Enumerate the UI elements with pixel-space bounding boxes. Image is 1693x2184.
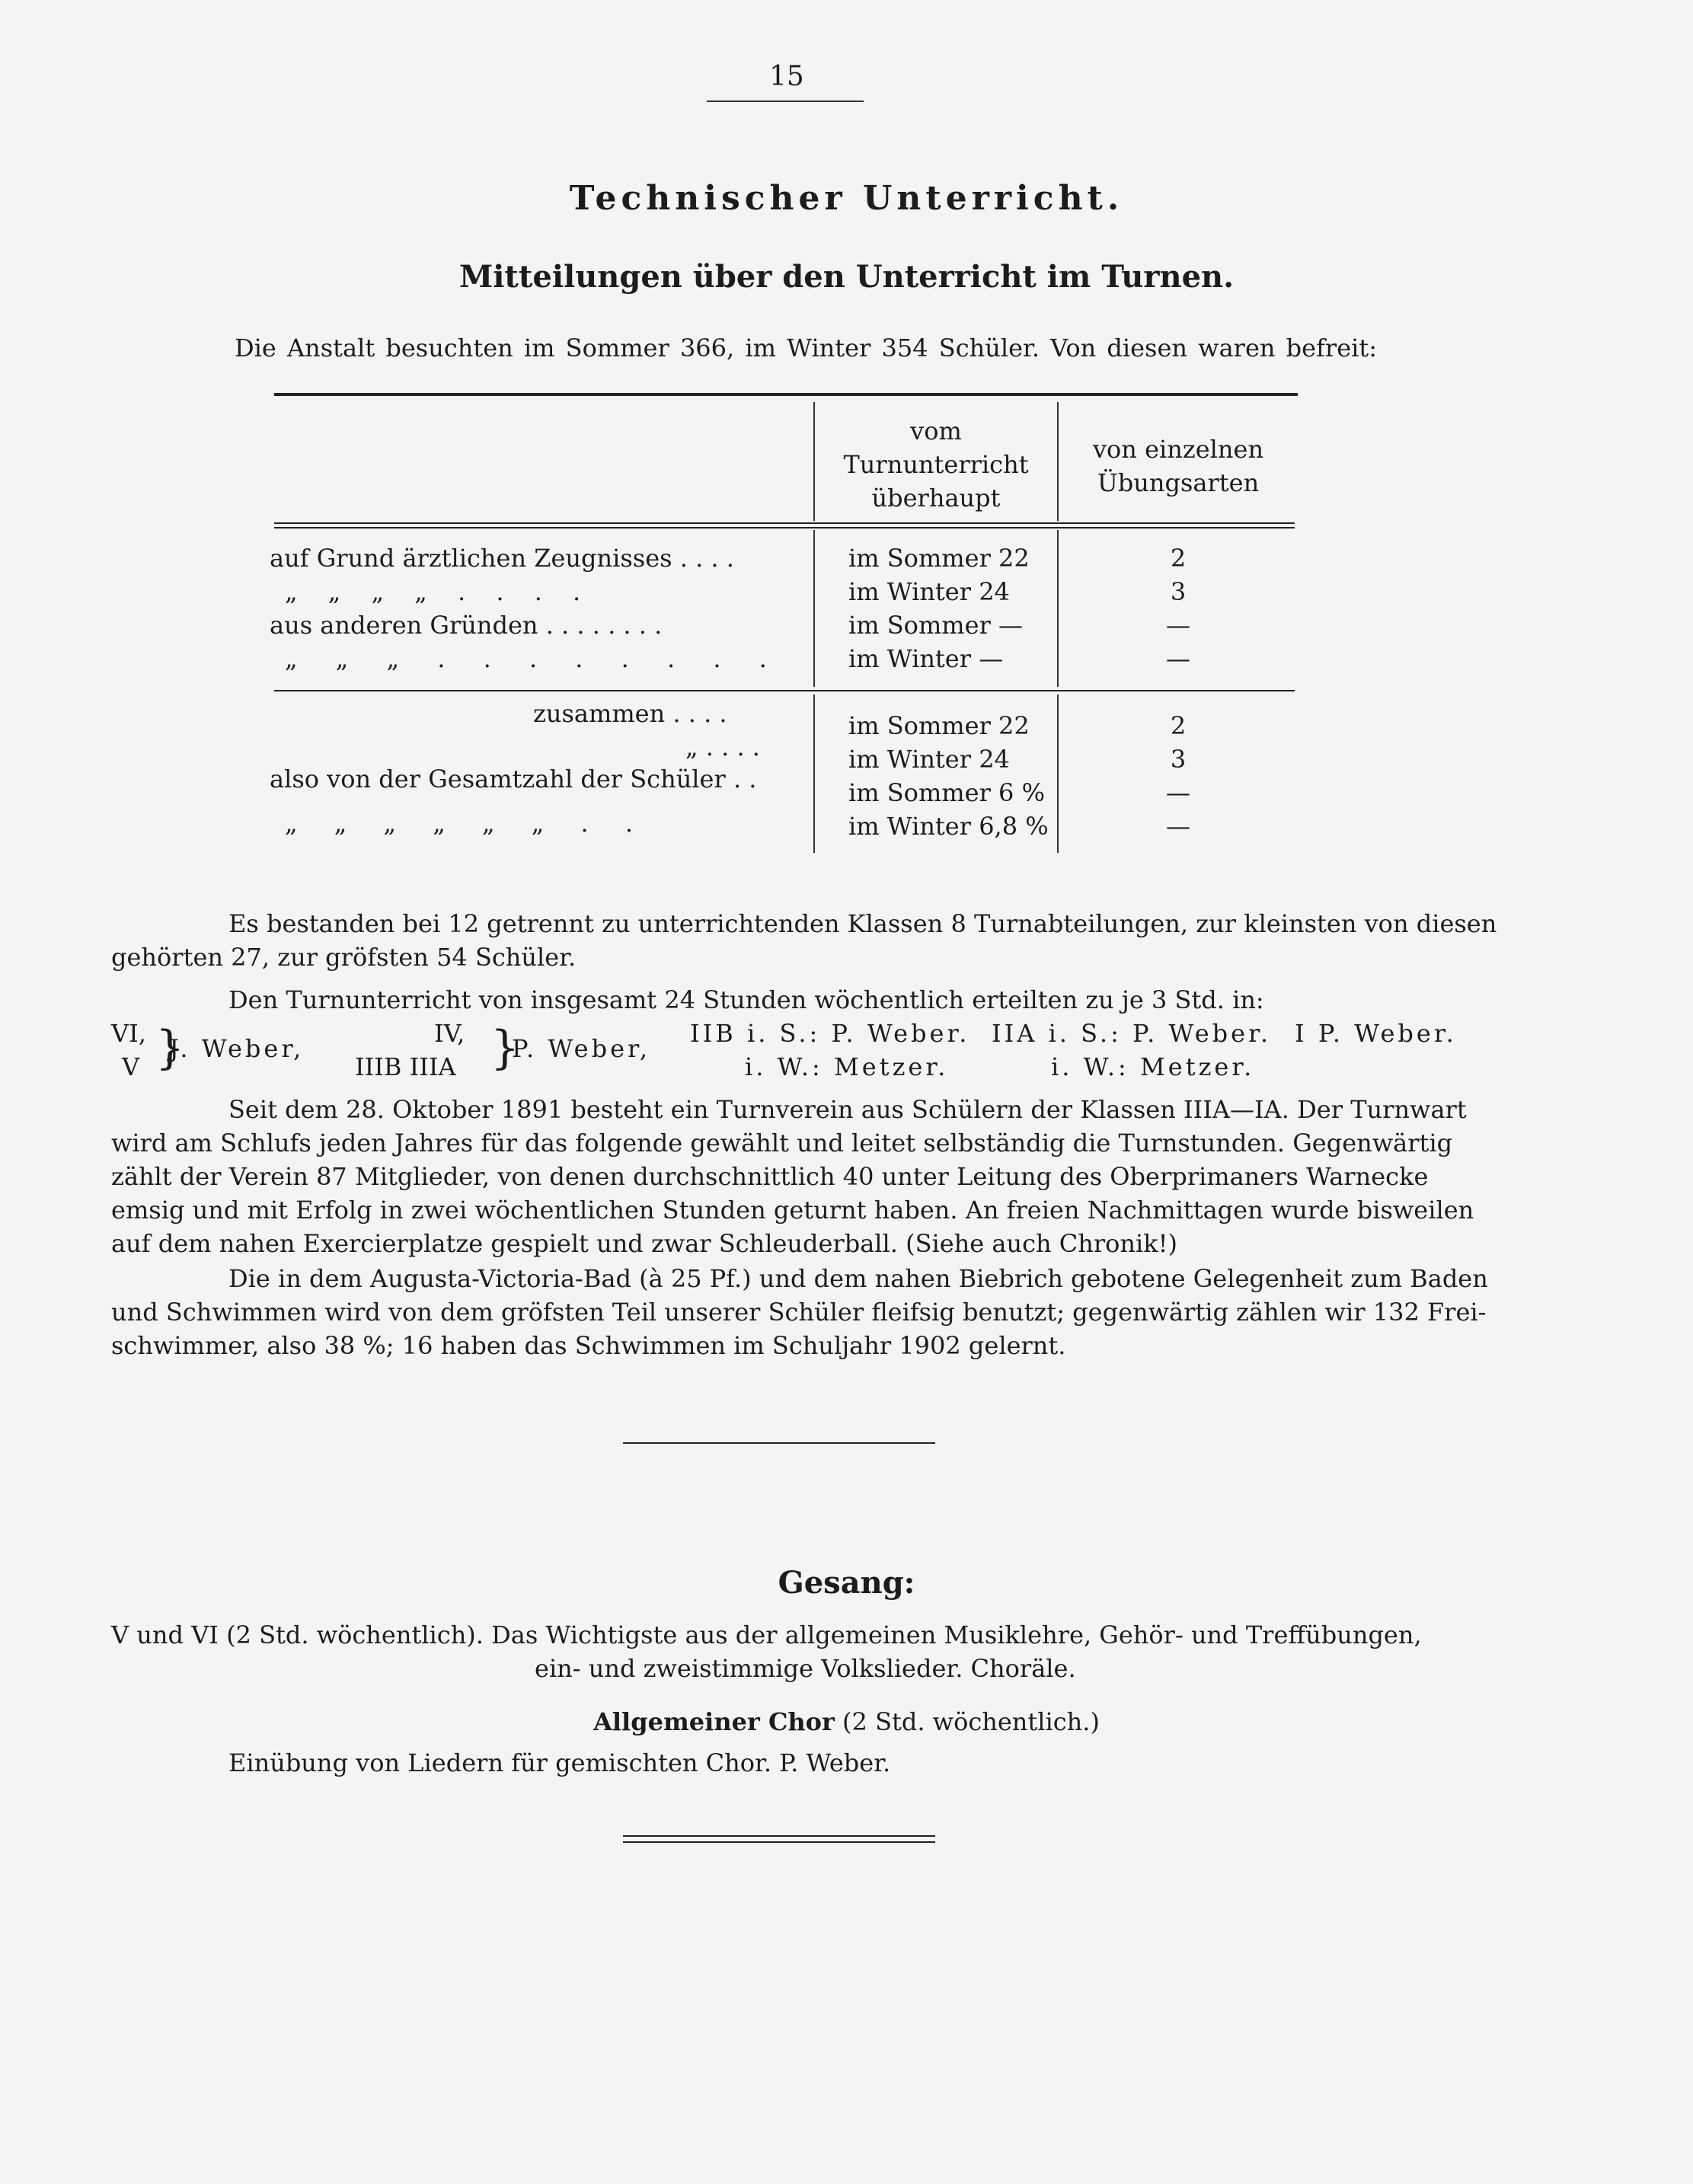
class-label: IIA i. S.: P. Weber. <box>992 1019 1272 1048</box>
paragraph-line: emsig und mit Erfolg in zwei wöchentlichen Stunden geturnt haben. An freien Nachmittagen wurde bisweilen <box>111 1196 1474 1225</box>
row-col2: — <box>1166 611 1190 640</box>
class-label: i. W.: Metzer. <box>1051 1052 1255 1081</box>
header-col2-line: Übungsarten <box>1097 468 1260 497</box>
row-col1: im Sommer 22 <box>848 711 1030 740</box>
table-col-divider <box>813 694 815 853</box>
row-col1: im Winter 24 <box>848 745 1010 774</box>
row-label: zusammen . . . . <box>533 699 727 728</box>
table-col-divider <box>813 530 815 687</box>
class-label: V <box>122 1052 140 1081</box>
row-col2: — <box>1166 812 1190 841</box>
class-label: VI, <box>111 1019 146 1048</box>
row-col1: im Winter 6,8 % <box>848 812 1049 841</box>
row-label: „ „ „ „ . . . . <box>285 577 581 606</box>
chor-heading <box>0 1707 1693 1736</box>
paragraph-line: ein- und zweistimmige Volkslieder. Choräle. <box>535 1654 1076 1683</box>
paragraph-line: Es bestanden bei 12 getrennt zu unterrichtenden Klassen 8 Turnabteilungen, zur kleinsten von diesen <box>228 909 1497 938</box>
paragraph-line: zählt der Verein 87 Mitglieder, von denen durchschnittlich 40 unter Leitung des Oberprimaners Warnecke <box>111 1162 1429 1191</box>
table-top-rule <box>274 393 1298 396</box>
row-col1: im Winter — <box>848 644 1004 673</box>
class-label: IIIB IIIA <box>355 1052 456 1081</box>
paragraph-line: Die in dem Augusta-Victoria-Bad (à 25 Pf.) und dem nahen Biebrich gebotene Gelegenheit zum Baden <box>228 1264 1488 1293</box>
paragraph-line: schwimmer, also 38 %; 16 haben das Schwimmen im Schuljahr 1902 gelernt. <box>111 1331 1066 1360</box>
class-label: IV, <box>434 1019 465 1048</box>
class-label: I P. Weber. <box>1295 1019 1457 1048</box>
gesang-title: Gesang: <box>778 1565 915 1601</box>
page-title: Technischer Unterricht. <box>569 179 1124 218</box>
section-subtitle: Mitteilungen über den Unterricht im Turnen. <box>458 259 1235 295</box>
end-rule <box>623 1835 935 1837</box>
header-col1-line: vom <box>910 417 962 445</box>
row-label: also von der Gesamtzahl der Schüler . . <box>270 765 757 793</box>
table-header-rule <box>274 527 1295 528</box>
header-col1 <box>815 414 1057 515</box>
paragraph-line: wird am Schlufs jeden Jahres für das folgende gewählt und leitet selbständig die Turnstunden. Gegenwärtig <box>111 1129 1453 1157</box>
paragraph-line: Einübung von Liedern für gemischten Chor. P. Weber. <box>228 1748 891 1777</box>
row-label: aus anderen Gründen . . . . . . . . <box>270 611 663 640</box>
chor-title: Allgemeiner Chor <box>593 1707 835 1736</box>
paragraph-line: Seit dem 28. Oktober 1891 besteht ein Turnverein aus Schülern der Klassen IIIA—IA. Der Turnwart <box>228 1095 1467 1124</box>
row-label: „ . . . . <box>685 733 760 762</box>
table-header-rule <box>274 522 1295 524</box>
table-section-rule <box>274 690 1295 691</box>
paragraph-line: V und VI (2 Std. wöchentlich). Das Wichtigste aus der allgemeinen Musiklehre, Gehör- und Treffübungen, <box>111 1620 1422 1649</box>
header-col2-line: von einzelnen <box>1092 435 1264 464</box>
end-rule <box>623 1841 935 1843</box>
paragraph-line: Den Turnunterricht von insgesamt 24 Stunden wöchentlich erteilten zu je 3 Std. in: <box>228 985 1264 1014</box>
row-col2: 3 <box>1170 745 1187 774</box>
row-col1: im Sommer 22 <box>848 544 1030 573</box>
paragraph-line: und Schwimmen wird von dem gröfsten Teil unserer Schüler fleifsig benutzt; gegenwärtig zählen wir 132 Frei- <box>111 1298 1487 1327</box>
brace-glyph: } <box>155 1021 185 1074</box>
row-col1: im Sommer — <box>848 611 1024 640</box>
row-label: auf Grund ärztlichen Zeugnisses . . . . <box>270 544 734 573</box>
page-number: 15 <box>769 61 804 92</box>
page-number-rule <box>707 101 864 102</box>
row-col2: — <box>1166 778 1190 807</box>
teacher-name: P. Weber, <box>512 1034 650 1063</box>
row-col1: im Sommer 6 % <box>848 778 1045 807</box>
row-col2: 2 <box>1170 711 1187 740</box>
row-col1: im Winter 24 <box>848 577 1010 606</box>
row-label: „ „ „ „ „ „ . . <box>285 809 634 838</box>
row-label: „ „ „ . . . . . . . . <box>285 644 767 673</box>
header-col1-line: Turnunterricht <box>843 450 1029 479</box>
chor-hours: (2 Std. wöchentlich.) <box>842 1707 1100 1736</box>
paragraph-line: auf dem nahen Exercierplatze gespielt und zwar Schleuderball. (Siehe auch Chronik!) <box>111 1229 1177 1258</box>
row-col2: 3 <box>1170 577 1187 606</box>
brace-glyph: } <box>490 1021 520 1074</box>
row-col2: — <box>1166 644 1190 673</box>
class-label: i. W.: Metzer. <box>745 1052 949 1081</box>
header-col2 <box>1059 433 1298 500</box>
paragraph-line: gehörten 27, zur gröfsten 54 Schüler. <box>111 943 577 972</box>
section-divider <box>623 1442 935 1444</box>
header-col1-line: überhaupt <box>871 484 1001 512</box>
teacher-name: J. Weber, <box>169 1034 305 1063</box>
row-col2: 2 <box>1170 544 1187 573</box>
intro-text: Die Anstalt besuchten im Sommer 366, im Winter 354 Schüler. Von diesen waren befreit: <box>235 334 1378 362</box>
class-label: IIB i. S.: P. Weber. <box>690 1019 970 1048</box>
